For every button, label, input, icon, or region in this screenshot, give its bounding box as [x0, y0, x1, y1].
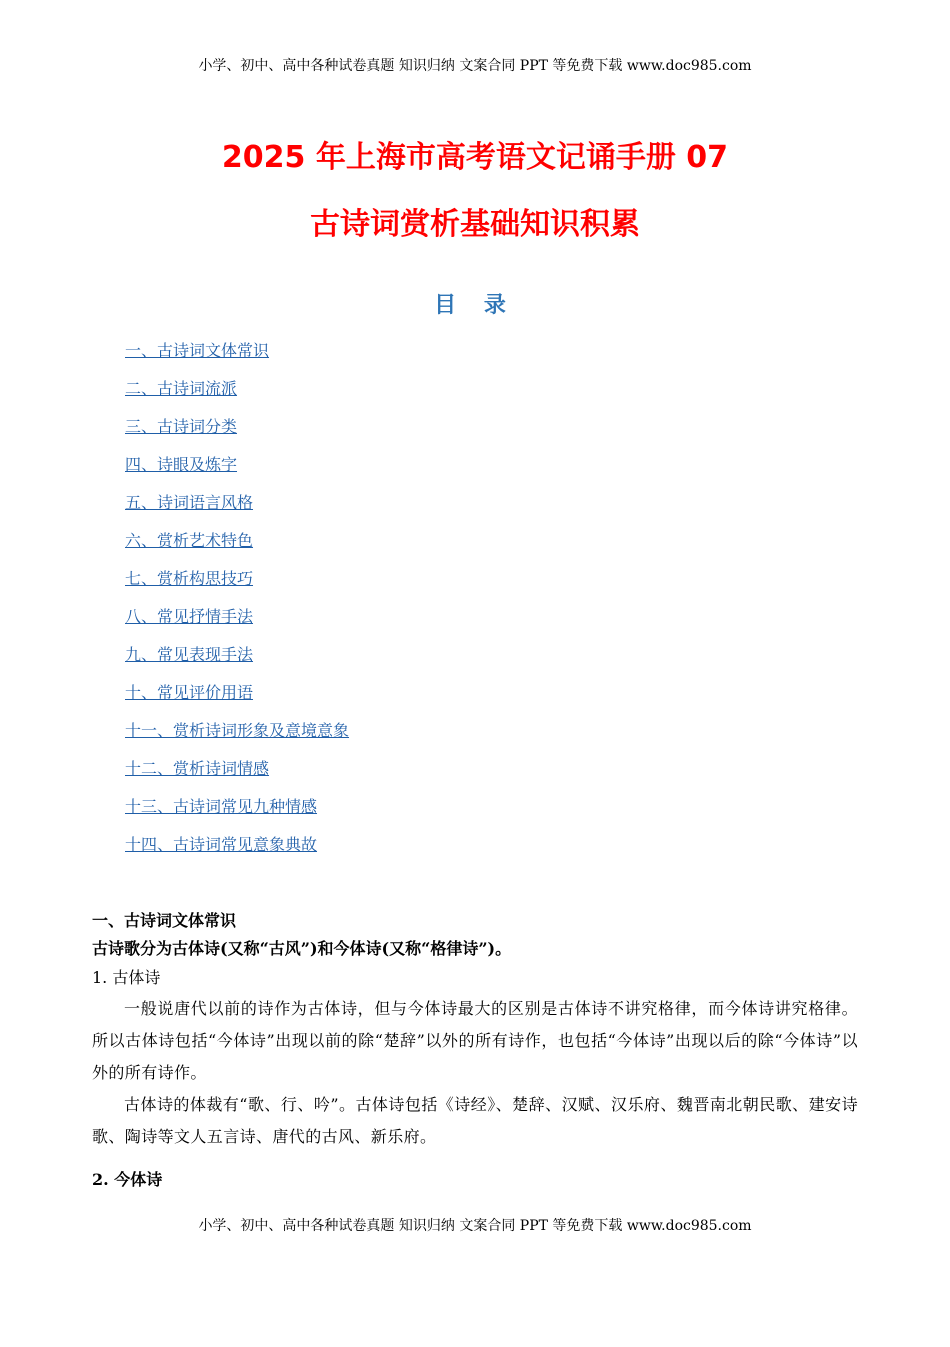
toc-link-7[interactable]: 七、赏析构思技巧 [125, 569, 254, 588]
toc-heading: 目 录 [434, 293, 516, 318]
toc-link-3[interactable]: 三、古诗词分类 [125, 417, 238, 436]
toc-item [125, 796, 349, 834]
toc-item [125, 568, 349, 606]
toc-link-1[interactable]: 一、古诗词文体常识 [125, 341, 270, 360]
toc-item [125, 644, 349, 682]
section-heading: 一、古诗词文体常识 [92, 911, 237, 930]
toc-item [125, 378, 349, 416]
table-of-contents [125, 340, 349, 872]
toc-link-10[interactable]: 十、常见评价用语 [125, 683, 254, 702]
header-banner: 小学、初中、高中各种试卷真题 知识归纳 文案合同 PPT 等免费下载 www.doc985.com [198, 58, 752, 74]
toc-item [125, 340, 349, 378]
toc-link-8[interactable]: 八、常见抒情手法 [125, 607, 254, 626]
toc-link-9[interactable]: 九、常见表现手法 [125, 645, 254, 664]
toc-link-4[interactable]: 四、诗眼及炼字 [125, 455, 238, 474]
section-intro: 古诗歌分为古体诗(又称“古风”)和今体诗(又称“格律诗”)。 [92, 939, 512, 958]
toc-link-6[interactable]: 六、赏析艺术特色 [125, 531, 254, 550]
toc-item [125, 606, 349, 644]
toc-item [125, 492, 349, 530]
toc-item [125, 682, 349, 720]
subsection-title-ancient-poetry: 1. 古体诗 [92, 968, 161, 987]
toc-item [125, 834, 349, 872]
document-title: 2025 年上海市高考语文记诵手册 07 [221, 140, 729, 175]
toc-link-2[interactable]: 二、古诗词流派 [125, 379, 238, 398]
toc-link-13[interactable]: 十三、古诗词常见九种情感 [125, 797, 318, 816]
paragraph: 古体诗的体裁有“歌、行、吟”。古体诗包括《诗经》、楚辞、汉赋、汉乐府、魏晋南北朝民歌、建安诗歌、陶诗等文人五言诗、唐代的古风、新乐府。 [92, 1095, 858, 1146]
toc-link-11[interactable]: 十一、赏析诗词形象及意境意象 [125, 721, 350, 740]
toc-item [125, 758, 349, 796]
paragraph: 一般说唐代以前的诗作为古体诗，但与今体诗最大的区别是古体诗不讲究格律，而今体诗讲究格律。所以古体诗包括“今体诗”出现以前的除“楚辞”以外的所有诗作，也包括“今体诗”出现以后的除“今体诗”以外的所有诗作。 [92, 999, 858, 1082]
section-content [92, 907, 858, 1211]
toc-item [125, 416, 349, 454]
toc-link-12[interactable]: 十二、赏析诗词情感 [125, 759, 270, 778]
toc-link-14[interactable]: 十四、古诗词常见意象典故 [125, 835, 318, 854]
toc-link-5[interactable]: 五、诗词语言风格 [125, 493, 254, 512]
footer-banner: 小学、初中、高中各种试卷真题 知识归纳 文案合同 PPT 等免费下载 www.doc985.com [198, 1218, 752, 1234]
toc-item [125, 454, 349, 492]
toc-item [125, 720, 349, 758]
document-subtitle: 古诗词赏析基础知识积累 [310, 207, 640, 242]
toc-item [125, 530, 349, 568]
subsection-title-modern-poetry: 2. 今体诗 [92, 1170, 163, 1189]
